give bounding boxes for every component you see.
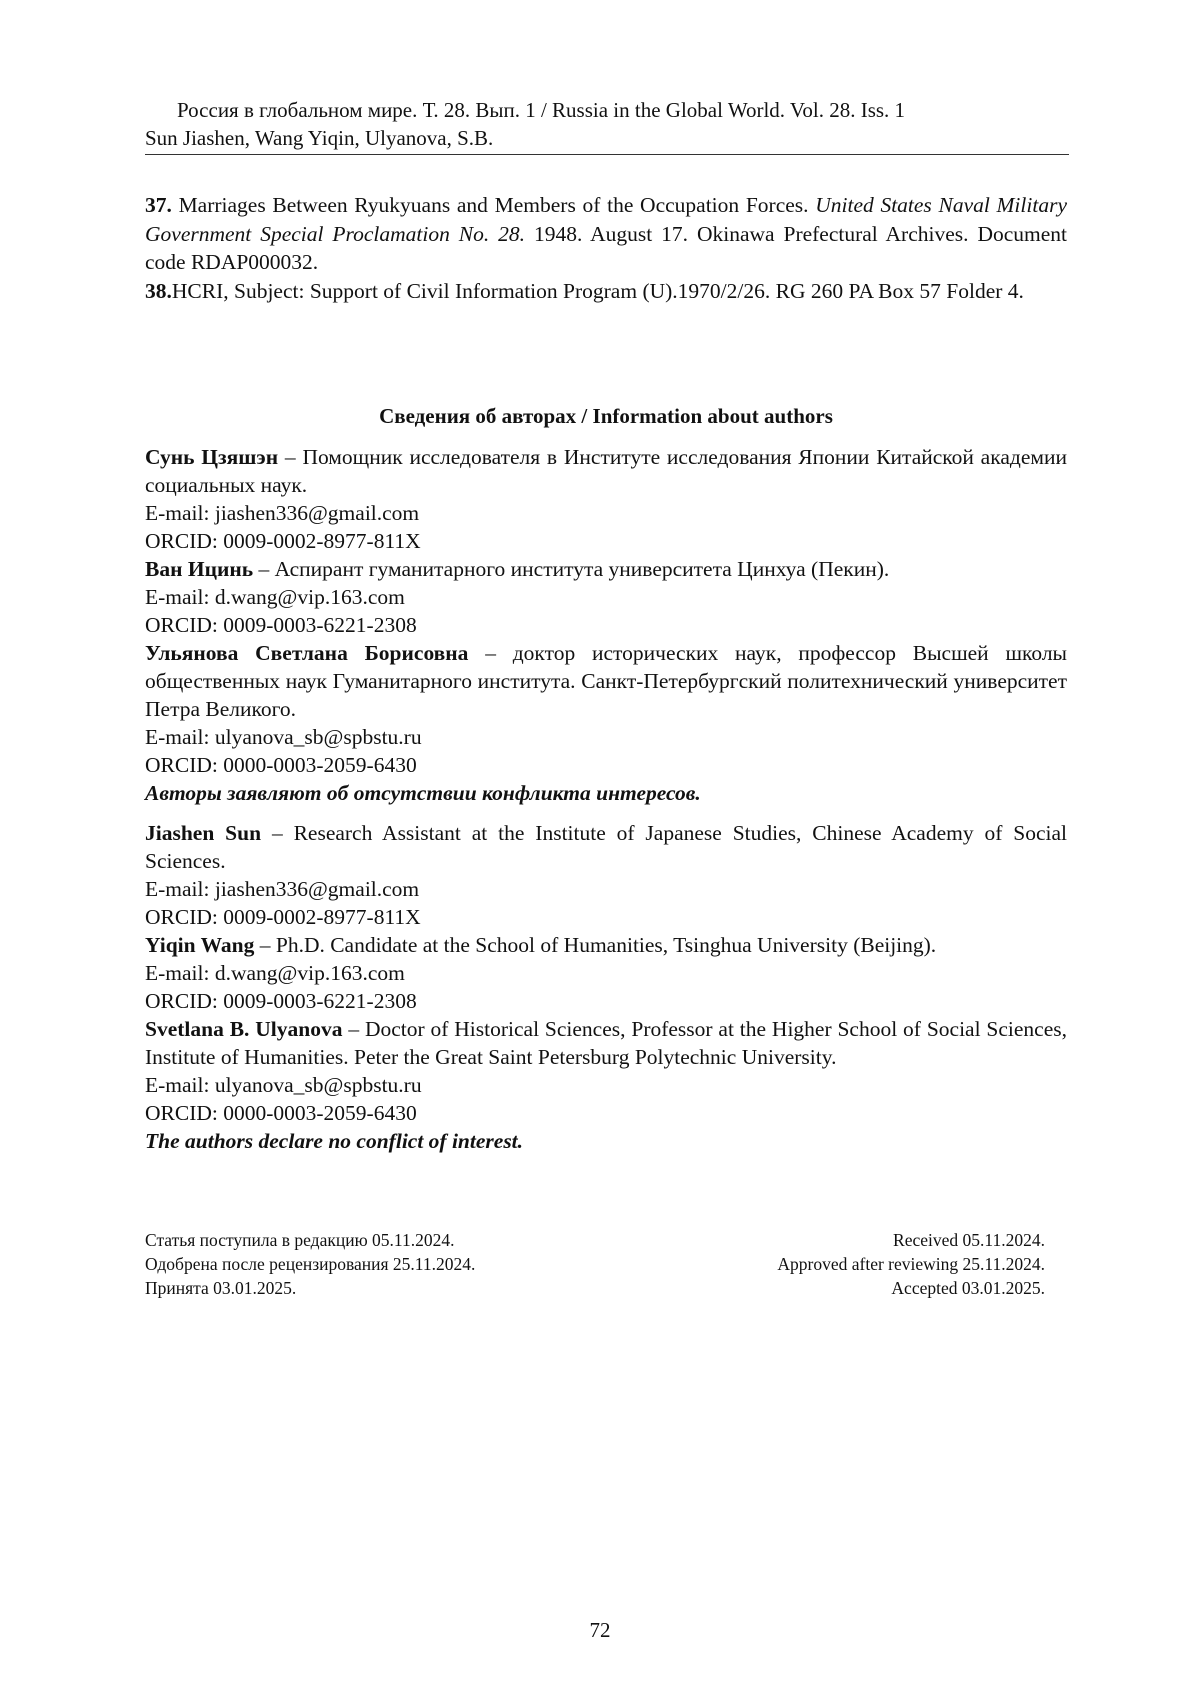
dates-ru [145, 1228, 475, 1300]
author-name: Jiashen Sun [145, 821, 262, 845]
author-email: E-mail: d.wang@vip.163.com [145, 585, 405, 609]
author-name: Сунь Цзяшэн [145, 445, 279, 469]
date-received: Received 05.11.2024. [893, 1230, 1045, 1250]
author-description: – доктор исторических наук, профессор Высшей школы общественных наук Гуманитарного института. Санкт-Петербургский политехнический университет Петра Великого. [145, 641, 1067, 721]
conflict-declaration: The authors declare no conflict of interest. [145, 1129, 524, 1153]
authors-ru [145, 443, 1067, 807]
date-accepted: Принята 03.01.2025. [145, 1278, 297, 1298]
header-divider [145, 154, 1069, 155]
running-header [145, 96, 1067, 152]
author-email: E-mail: jiashen336@gmail.com [145, 501, 420, 525]
reference-item [145, 277, 1067, 306]
date-received: Статья поступила в редакцию 05.11.2024. [145, 1230, 455, 1250]
author-entry [145, 555, 1067, 583]
reference-list [145, 191, 1067, 305]
author-orcid: ORCID: 0009-0003-6221-2308 [145, 989, 417, 1013]
author-orcid: ORCID: 0000-0003-2059-6430 [145, 753, 417, 777]
date-approved: Одобрена после рецензирования 25.11.2024. [145, 1254, 476, 1274]
author-email: E-mail: d.wang@vip.163.com [145, 961, 405, 985]
author-description: – Research Assistant at the Institute of Japanese Studies, Chinese Academy of Social Sciences. [145, 821, 1067, 873]
author-orcid: ORCID: 0009-0002-8977-811X [145, 529, 421, 553]
journal-title-line: Россия в глобальном мире. Т. 28. Вып. 1 / Russia in the Global World. Vol. 28. Iss. 1 [177, 98, 906, 122]
section-title: Сведения об авторах / Information about authors [379, 404, 833, 428]
conflict-declaration: Авторы заявляют об отсутствии конфликта интересов. [145, 781, 701, 805]
date-accepted: Accepted 03.01.2025. [891, 1278, 1045, 1298]
author-name: Ульянова Светлана Борисовна [145, 641, 469, 665]
author-email: E-mail: jiashen336@gmail.com [145, 877, 420, 901]
author-name: Yiqin Wang [145, 933, 255, 957]
author-entry [145, 819, 1067, 875]
author-email: E-mail: ulyanova_sb@spbstu.ru [145, 1073, 422, 1097]
authors-line: Sun Jiashen, Wang Yiqin, Ulyanova, S.B. [145, 126, 494, 150]
author-orcid: ORCID: 0000-0003-2059-6430 [145, 1101, 417, 1125]
author-orcid: ORCID: 0009-0003-6221-2308 [145, 613, 417, 637]
author-name: Ван Ицинь [145, 557, 254, 581]
author-orcid: ORCID: 0009-0002-8977-811X [145, 905, 421, 929]
reference-text-cont: 1948. August 17. Okinawa Prefectural Archives. Document code RDAP000032. [145, 221, 1067, 274]
reference-item [145, 191, 1067, 277]
reference-number: 37. [145, 193, 172, 217]
page-number: 72 [589, 1618, 611, 1642]
author-email: E-mail: ulyanova_sb@spbstu.ru [145, 725, 422, 749]
reference-text: Marriages Between Ryukyuans and Members of the Occupation Forces. [178, 193, 809, 217]
reference-number: 38. [145, 278, 172, 303]
author-description: – Doctor of Historical Sciences, Professor at the Higher School of Social Sciences, Institute of Humanities. Peter the Great Saint Petersburg Polytechnic University. [145, 1017, 1068, 1069]
date-approved: Approved after reviewing 25.11.2024. [777, 1254, 1045, 1274]
authors-en [145, 819, 1067, 1155]
reference-source: United States Naval Military Government Special Proclamation No. 28. [145, 193, 1067, 246]
author-entry [145, 443, 1067, 499]
author-description: – Помощник исследователя в Институте исследования Японии Китайской академии социальных наук. [145, 445, 1067, 497]
dates-en [777, 1228, 1045, 1300]
author-entry [145, 931, 1067, 959]
author-entry [145, 1015, 1067, 1071]
author-entry [145, 639, 1067, 723]
author-description: – Ph.D. Candidate at the School of Humanities, Tsinghua University (Beijing). [259, 933, 937, 957]
author-name: Svetlana B. Ulyanova [145, 1017, 343, 1041]
reference-text: HCRI, Subject: Support of Civil Information Program (U).1970/2/26. RG 260 PA Box 57 Folder 4. [171, 278, 1024, 303]
author-description: – Аспирант гуманитарного института университета Цинхуа (Пекин). [258, 557, 890, 581]
